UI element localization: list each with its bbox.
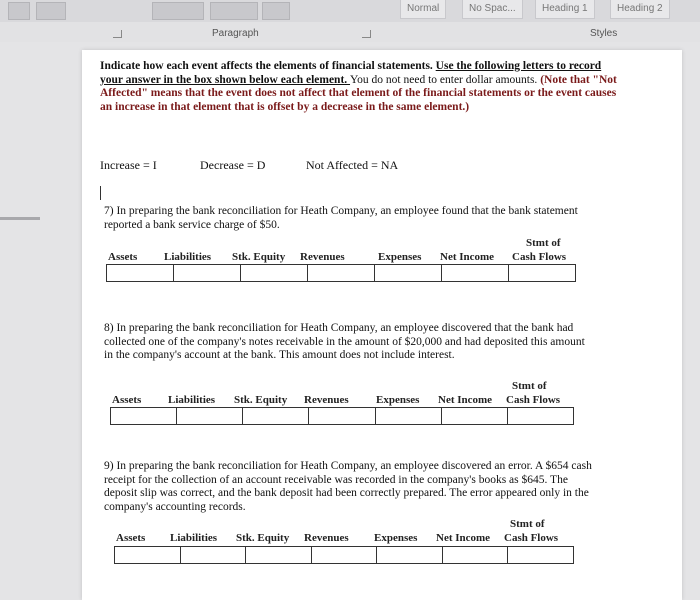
col-assets: Assets — [116, 532, 146, 544]
col-stk-equity: Stk. Equity — [236, 532, 290, 544]
col-net-income: Net Income — [438, 394, 493, 406]
answer-cell-assets[interactable] — [111, 408, 177, 424]
stmt-of-label: Stmt of — [510, 518, 545, 530]
col-revenues: Revenues — [304, 394, 349, 406]
align-icon[interactable] — [152, 2, 204, 20]
answer-row-7 — [106, 264, 576, 282]
text-cursor — [100, 186, 101, 200]
styles-group-label: Styles — [590, 28, 618, 39]
answer-cell-stk-equity[interactable] — [243, 408, 309, 424]
style-heading-1[interactable]: Heading 1 — [535, 0, 595, 19]
col-liabilities: Liabilities — [168, 394, 216, 406]
answer-cell-net-income[interactable] — [443, 547, 509, 563]
answer-cell-stk-equity[interactable] — [246, 547, 312, 563]
instructions-p2: Use the following letters to record your answer in the box shown below each element. — [100, 60, 602, 86]
answer-cell-assets[interactable] — [115, 547, 181, 563]
stmt-of-label: Stmt of — [526, 237, 561, 249]
ribbon — [0, 0, 700, 23]
col-assets: Assets — [112, 394, 142, 406]
col-liabilities: Liabilities — [170, 532, 218, 544]
answer-row-8 — [110, 407, 574, 425]
col-net-income: Net Income — [440, 251, 495, 263]
ribbon-group-labels — [0, 22, 700, 42]
col-cash-flows: Cash Flows — [512, 251, 567, 263]
instructions-p3: You do not need to enter dollar amounts. — [350, 73, 541, 86]
col-cash-flows: Cash Flows — [504, 532, 559, 544]
col-expenses: Expenses — [378, 251, 422, 263]
instructions-p1: Indicate how each event affects the elements of financial statements. — [100, 60, 436, 72]
answer-cell-cash-flows[interactable] — [509, 265, 575, 281]
answer-cell-revenues[interactable] — [308, 265, 375, 281]
highlight-icon[interactable] — [36, 2, 66, 20]
answer-cell-cash-flows[interactable] — [508, 547, 573, 563]
answer-cell-expenses[interactable] — [376, 408, 442, 424]
answer-cell-revenues[interactable] — [309, 408, 375, 424]
answer-cell-expenses[interactable] — [375, 265, 442, 281]
answer-cell-liabilities[interactable] — [181, 547, 247, 563]
shading-icon[interactable] — [262, 2, 290, 20]
col-stk-equity: Stk. Equity — [232, 251, 286, 263]
stmt-of-label: Stmt of — [512, 380, 547, 392]
font-color-icon[interactable] — [8, 2, 30, 20]
paragraph-launcher-icon[interactable] — [362, 30, 371, 38]
legend-not-affected: Not Affected = NA — [306, 158, 399, 172]
col-assets: Assets — [108, 251, 138, 263]
col-expenses: Expenses — [374, 532, 418, 544]
question-8: 8) In preparing the bank reconciliation for Heath Company, an employee discovered that the bank had collected one of the company's notes receivable in the amount of $20,000 and had deposited this amount in the company's account at the bank. This amount does not include interest. — [104, 322, 585, 361]
margin-marker — [0, 217, 40, 220]
document-page — [82, 50, 682, 600]
font-launcher-icon[interactable] — [113, 30, 122, 38]
question-9: 9) In preparing the bank reconciliation for Heath Company, an employee discovered an error. A $654 cash receipt for the collection of an account receivable was recorded in the company's books as $645. The deposit slip was correct, and the bank deposit had been correctly prepared. The error appeared only in the company's accounting records. — [104, 460, 592, 513]
style-no-spacing[interactable]: No Spac... — [462, 0, 523, 19]
col-net-income: Net Income — [436, 532, 491, 544]
answer-cell-stk-equity[interactable] — [241, 265, 308, 281]
answer-cell-net-income[interactable] — [442, 265, 509, 281]
legend-decrease: Decrease = D — [200, 158, 266, 172]
col-liabilities: Liabilities — [164, 251, 212, 263]
answer-cell-liabilities[interactable] — [177, 408, 243, 424]
answer-cell-net-income[interactable] — [442, 408, 508, 424]
question-7: 7) In preparing the bank reconciliation for Heath Company, an employee found that the bank statement reported a bank service charge of $50. — [104, 205, 578, 231]
instructions-p4: (Note that "Not Affected" means that the event does not affect that element of the financial statements or the event causes an increase in that element that is offset by a decrease in the same element.) — [100, 73, 617, 113]
col-stk-equity: Stk. Equity — [234, 394, 288, 406]
col-revenues: Revenues — [304, 532, 349, 544]
answer-cell-expenses[interactable] — [377, 547, 443, 563]
instructions — [100, 60, 620, 114]
answer-cell-liabilities[interactable] — [174, 265, 241, 281]
col-cash-flows: Cash Flows — [506, 394, 561, 406]
answer-row-9 — [114, 546, 574, 564]
col-expenses: Expenses — [376, 394, 420, 406]
col-revenues: Revenues — [300, 251, 345, 263]
answer-cell-assets[interactable] — [107, 265, 174, 281]
paragraph-group-label: Paragraph — [212, 28, 259, 39]
line-spacing-icon[interactable] — [210, 2, 258, 20]
answer-cell-cash-flows[interactable] — [508, 408, 573, 424]
legend-increase: Increase = I — [100, 158, 157, 172]
style-normal[interactable]: Normal — [400, 0, 446, 19]
style-heading-2[interactable]: Heading 2 — [610, 0, 670, 19]
answer-cell-revenues[interactable] — [312, 547, 378, 563]
